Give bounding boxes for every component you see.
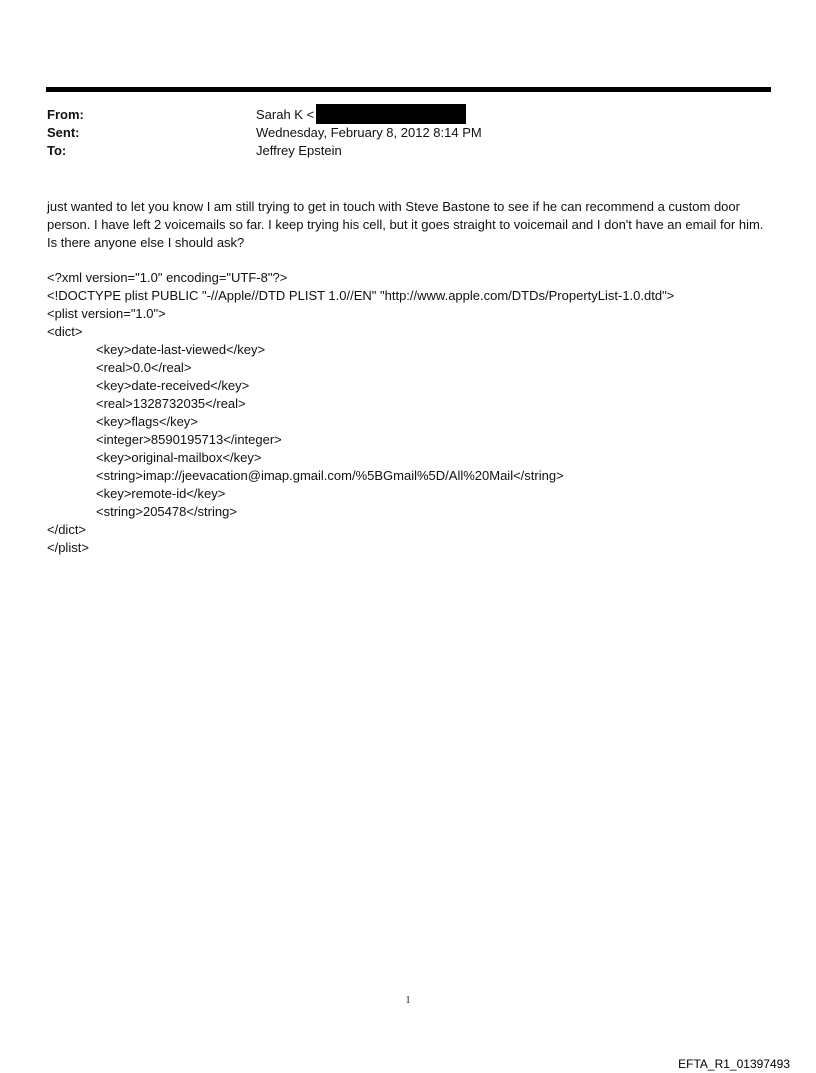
to-row <box>47 142 767 160</box>
plist-line: <?xml version="1.0" encoding="UTF-8"?> <box>47 270 288 285</box>
from-label: From: <box>47 107 84 122</box>
plist-line: <key>flags</key> <box>96 414 198 429</box>
plist-line: <string>imap://jeevacation@imap.gmail.com/%5BGmail%5D/All%20Mail</string> <box>96 468 564 483</box>
plist-line: <string>205478</string> <box>96 504 237 519</box>
plist-line: <plist version="1.0"> <box>47 306 166 321</box>
sent-row <box>47 124 767 142</box>
plist-line: <key>date-received</key> <box>96 378 250 393</box>
plist-line: <!DOCTYPE plist PUBLIC "-//Apple//DTD PLIST 1.0//EN" "http://www.apple.com/DTDs/PropertyList-1.0.dtd"> <box>47 288 675 303</box>
sent-value: Wednesday, February 8, 2012 8:14 PM <box>256 125 482 140</box>
plist-line: <real>0.0</real> <box>96 360 192 375</box>
document-id: EFTA_R1_01397493 <box>678 1057 790 1071</box>
from-row <box>47 106 767 124</box>
email-body: just wanted to let you know I am still trying to get in touch with Steve Bastone to see if he can recommend a custom door person. I have left 2 voicemails so far. I keep trying his cell, but it goes straight to voicemail and I don't have an email for him. Is there anyone else I should ask? <box>47 199 764 250</box>
plist-line: <integer>8590195713</integer> <box>96 432 282 447</box>
redaction-block <box>316 104 466 124</box>
page-number: 1 <box>405 995 411 1006</box>
from-value <box>256 106 466 124</box>
plist-line: <dict> <box>47 324 83 339</box>
plist-line: </dict> <box>47 522 87 537</box>
header-rule <box>46 87 771 92</box>
plist-line: <key>remote-id</key> <box>96 486 226 501</box>
email-header <box>47 106 767 160</box>
plist-line: <key>original-mailbox</key> <box>96 450 262 465</box>
sent-label: Sent: <box>47 125 80 140</box>
from-sender: Sarah K < <box>256 107 315 122</box>
to-label: To: <box>47 143 67 158</box>
plist-line: <real>1328732035</real> <box>96 396 246 411</box>
plist-block <box>47 269 777 557</box>
to-value: Jeffrey Epstein <box>256 143 342 158</box>
plist-line: </plist> <box>47 540 89 555</box>
plist-line: <key>date-last-viewed</key> <box>96 342 266 357</box>
